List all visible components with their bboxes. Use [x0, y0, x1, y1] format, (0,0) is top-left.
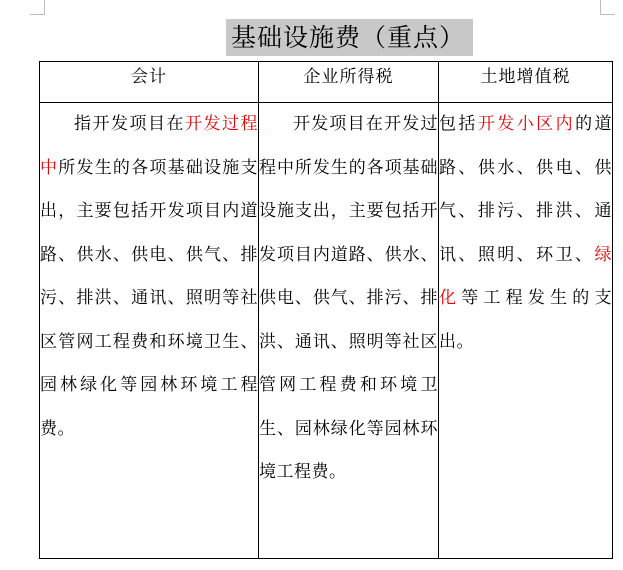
- land-value-added-tax-definition: [439, 103, 612, 364]
- header-accounting: 会计: [40, 62, 259, 103]
- header-corporate-income-tax: 企业所得税: [259, 62, 439, 103]
- lvat-text-1: 包括: [439, 114, 478, 134]
- accounting-highlight-1: 开发过程中: [40, 114, 258, 178]
- corporate-income-tax-definition: 开发项目在开发过程中所发生的各项基础设施支出，主要包括开发项目内道路、供水、供电、供气、排污、排洪、通讯、照明等社区管网工程费和环境卫生、园林绿化等园林环境工程费。: [259, 114, 438, 482]
- lvat-text-2: 的道路、供水、供电、供气、排污、排洪、通讯、照明、环卫、: [439, 114, 612, 265]
- cell-accounting: [40, 103, 259, 559]
- accounting-definition: [40, 103, 258, 451]
- table-body-row: [40, 103, 613, 559]
- lvat-highlight-2: 绿化: [439, 244, 612, 308]
- header-land-value-added-tax: 土地增值税: [439, 62, 613, 103]
- cell-corporate-income-tax: [259, 103, 439, 559]
- lvat-highlight-1: 开发小区内: [477, 114, 576, 134]
- lvat-text-3: 等工程发生的支出。: [439, 288, 613, 352]
- page-corner-mark-left: [30, 0, 45, 15]
- document-title: 基础设施费（重点）: [226, 19, 473, 56]
- cell-land-value-added-tax: [439, 103, 613, 559]
- accounting-text-2: 所发生的各项基础设施支出，主要包括开发项目内道路、供水、供电、供气、排污、排洪、通讯、照明等社区管网工程费和环境卫生、园林绿化等园林环境工程费。: [40, 157, 259, 439]
- table-header-row: [40, 62, 613, 103]
- accounting-text-1: 指开发项目在: [74, 114, 185, 134]
- comparison-table: [39, 61, 613, 559]
- page-corner-mark-right: [600, 0, 615, 15]
